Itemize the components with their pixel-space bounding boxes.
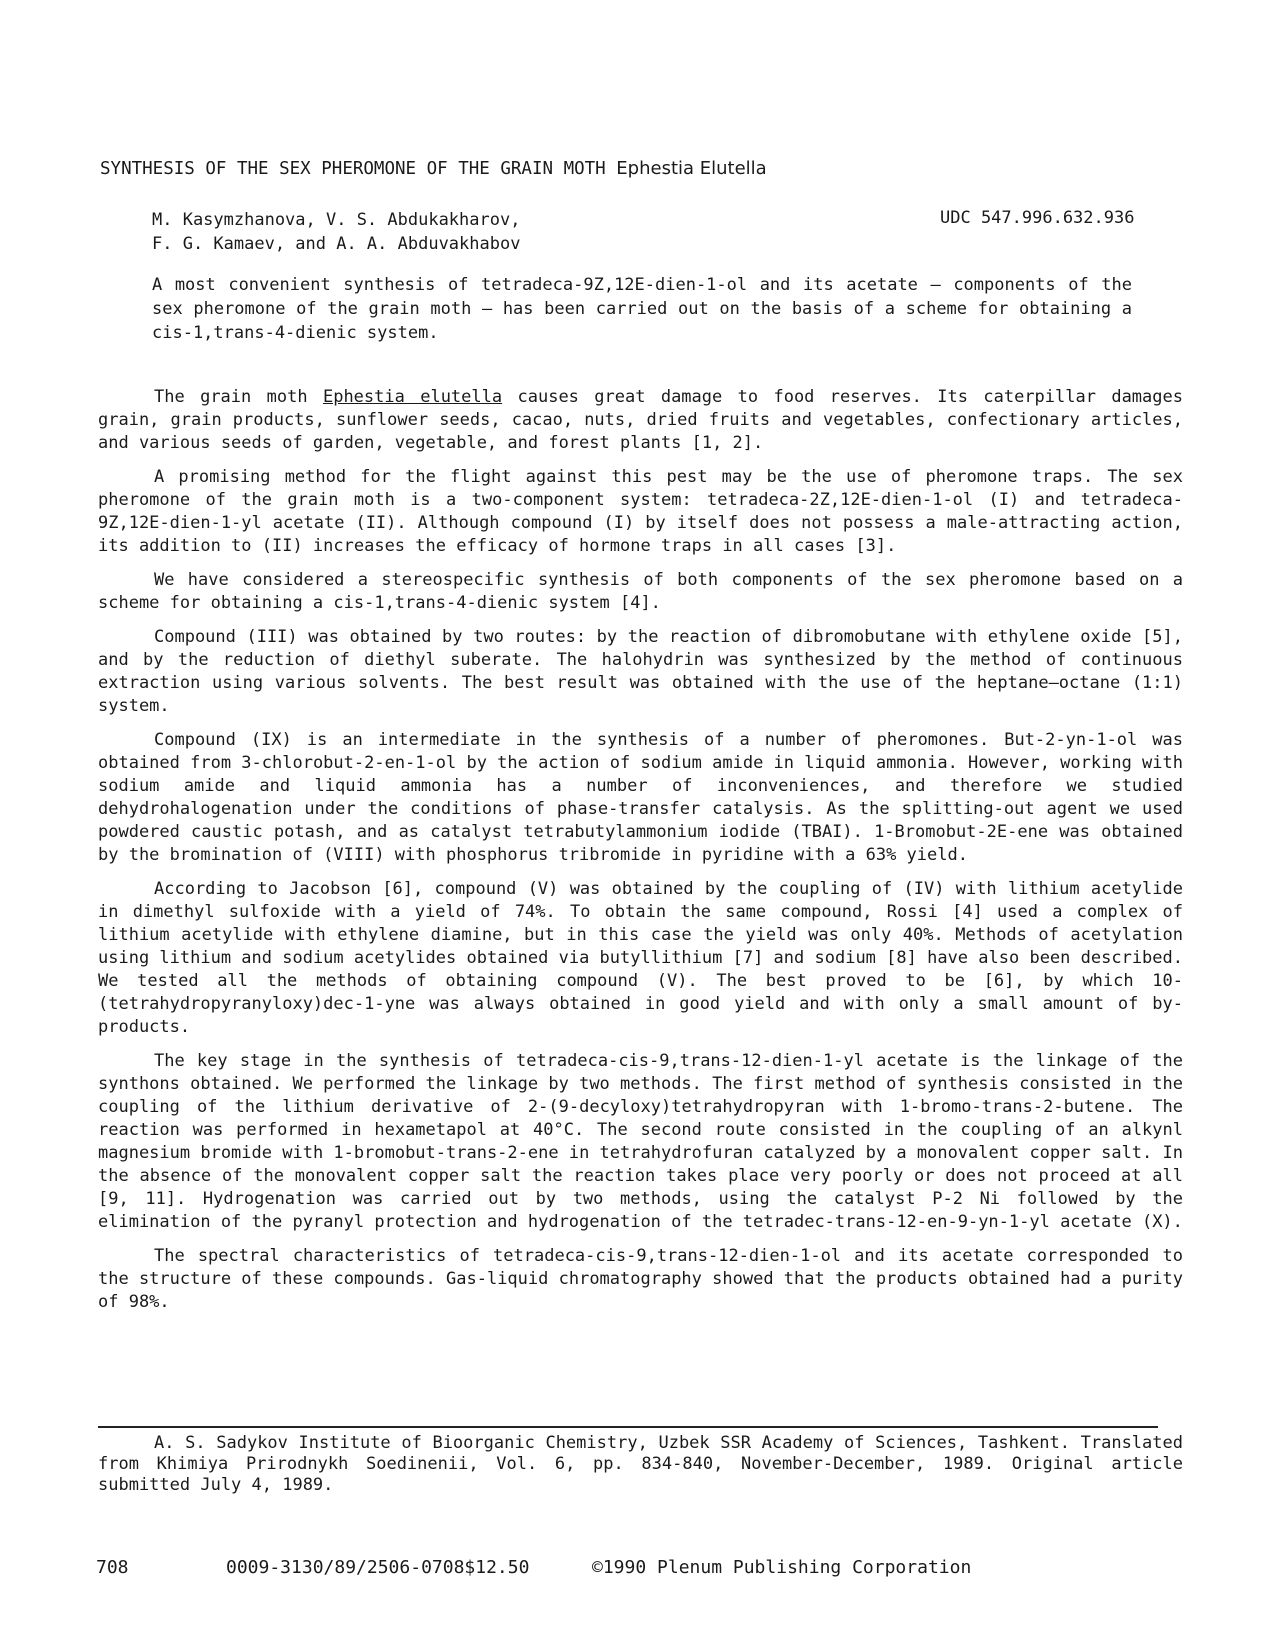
page-footer: [96, 1557, 1096, 1581]
author-list: [152, 208, 520, 256]
paragraph-2: A promising method for the flight against this pest may be the use of pheromone traps. The sex pheromone of the grain moth is a two-component system: tetradeca-2Z,12E-dien-1-ol (I) and tetradeca-9Z,12E-dien-1-yl acetate (II). Although compound (I) by itself does not possess a male-attracting action, its addition to (II) increases the efficacy of hormone traps in all cases [3].: [98, 467, 1183, 556]
paragraph-4: Compound (III) was obtained by two routes: by the reaction of dibromobutane with ethylene oxide [5], and by the reduction of diethyl suberate. The halohydrin was synthesized by the method of continuous extraction using various solvents. The best result was obtained with the use of the heptane—octane (1:1) system.: [98, 627, 1183, 716]
paragraph-8: The spectral characteristics of tetradeca-cis-9,trans-12-dien-1-ol and its acetate corresponded to the structure of these compounds. Gas-liquid chromatography showed that the products obtained had a purity of 98%.: [98, 1246, 1183, 1312]
copyright: ©1990 Plenum Publishing Corporation: [592, 1557, 972, 1578]
udc-code: UDC 547.996.632.936: [940, 208, 1135, 228]
paragraph-6: According to Jacobson [6], compound (V) was obtained by the coupling of (IV) with lithium acetylide in dimethyl sulfoxide with a yield of 74%. To obtain the same compound, Rossi [4] used a complex of lithium acetylide with ethylene diamine, but in this case the yield was only 40%. Methods of acetylation using lithium and sodium acetylides obtained via butyllithium [7] and sodium [8] have also been described. We tested all the methods of obtaining compound (V). The best proved to be [6], by which 10-(tetrahydropyranyloxy)dec-1-yne was always obtained in good yield and with only a small amount of by-products.: [98, 879, 1183, 1037]
paragraph-3: We have considered a stereospecific synthesis of both components of the sex pheromone based on a scheme for obtaining a cis-1,trans-4-dienic system [4].: [98, 570, 1183, 613]
article-code: 0009-3130/89/2506-0708$12.50: [226, 1557, 530, 1578]
article-title: [100, 158, 767, 179]
species-name: Ephestia elutella: [322, 387, 503, 407]
footnote: A. S. Sadykov Institute of Bioorganic Chemistry, Uzbek SSR Academy of Sciences, Tashkent. Translated from Khimiya Prirodnykh Soedinenii, Vol. 6, pp. 834-840, November-December, 1989. Original article submitted July 4, 1989.: [98, 1433, 1183, 1495]
page-number: 708: [96, 1557, 129, 1578]
authors-line-1: M. Kasymzhanova, V. S. Abdukakharov,: [152, 210, 521, 230]
paragraph-1: [98, 386, 1183, 455]
title-main: SYNTHESIS OF THE SEX PHEROMONE OF THE GRAIN MOTH: [100, 159, 606, 179]
abstract: A most convenient synthesis of tetradeca-9Z,12E-dien-1-ol and its acetate — components of the sex pheromone of the grain moth — has been carried out on the basis of a scheme for obtaining a cis-1,trans-4-dienic system.: [152, 275, 1132, 343]
p1-lead: The grain moth: [154, 387, 308, 407]
article-body: [98, 386, 1183, 1325]
paragraph-7: The key stage in the synthesis of tetradeca-cis-9,trans-12-dien-1-yl acetate is the linkage of the synthons obtained. We performed the linkage by two methods. The first method of synthesis consisted in the coupling of the lithium derivative of 2-(9-decyloxy)tetrahydropyran with 1-bromo-trans-2-butene. The reaction was performed in hexametapol at 40°C. The second route consisted in the coupling of an alkynl magnesium bromide with 1-bromobut-trans-2-ene in tetrahydrofuran catalyzed by a monovalent copper salt. In the absence of the monovalent copper salt the reaction takes place very poorly or does not proceed at all [9, 11]. Hydrogenation was carried out by two methods, using the catalyst P-2 Ni followed by the elimination of the pyranyl protection and hydrogenation of the tetradec-trans-12-en-9-yn-1-yl acetate (X).: [98, 1051, 1183, 1232]
title-species: Ephestia Elutella: [616, 158, 767, 179]
authors-line-2: F. G. Kamaev, and A. A. Abduvakhabov: [152, 234, 521, 254]
paragraph-5: Compound (IX) is an intermediate in the synthesis of a number of pheromones. But-2-yn-1-ol was obtained from 3-chlorobut-2-en-1-ol by the action of sodium amide in liquid ammonia. However, working with sodium amide and liquid ammonia has a number of inconveniences, and therefore we studied dehydrohalogenation under the conditions of phase-transfer catalysis. As the splitting-out agent we used powdered caustic potash, and as catalyst tetrabutylammonium iodide (TBAI). 1-Bromobut-2E-ene was obtained by the bromination of (VIII) with phosphorus tribromide in pyridine with a 63% yield.: [98, 730, 1183, 865]
p1-rest: causes great damage to food reserves. Its caterpillar damages grain, grain products, sunflower seeds, cacao, nuts, dried fruits and vegetables, confectionary articles, and various seeds of garden, vegetable, and forest plants [1, 2].: [98, 387, 1183, 453]
footnote-divider: [98, 1426, 1158, 1428]
